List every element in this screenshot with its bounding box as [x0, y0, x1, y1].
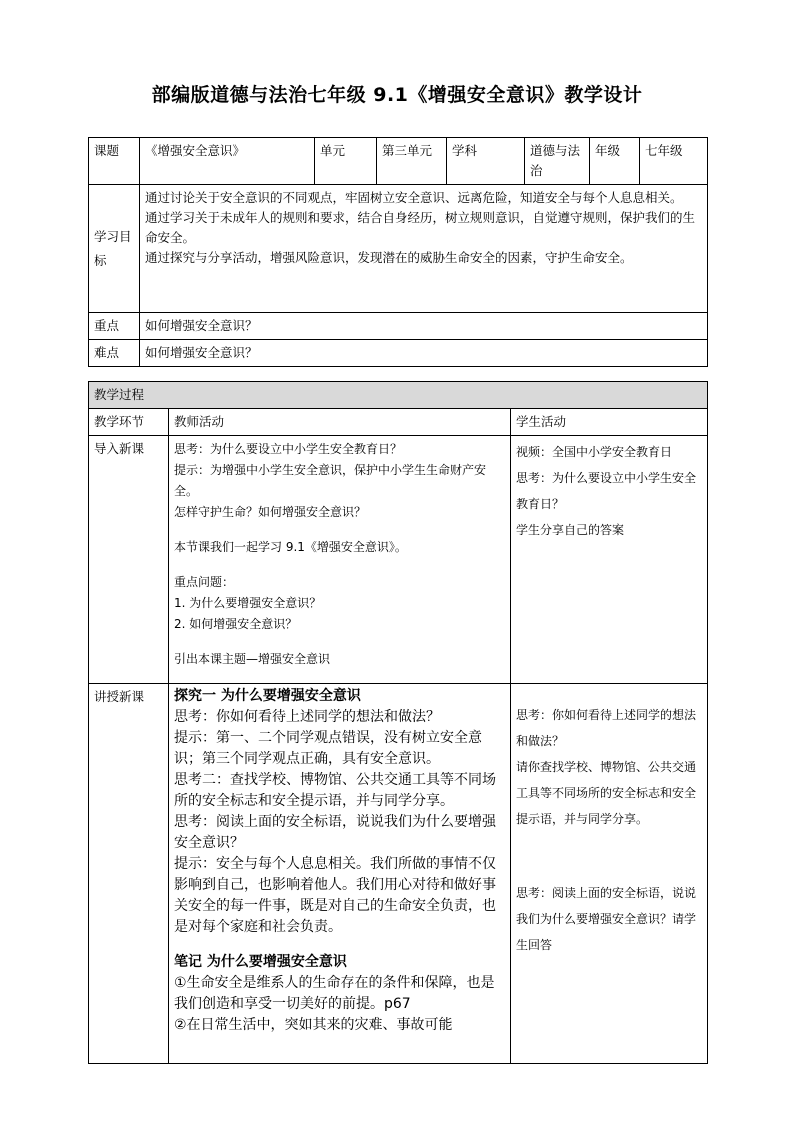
text-line: 提示：安全与每个人息息相关。我们所做的事情不仅影响到自己，也影响着他人。我们用心对待和做好事关安全的每一件事，既是对自己的生命安全负责，也是对每个家庭和社会负责。	[174, 856, 496, 935]
goal-item: 通过探究与分享活动，增强风险意识，发现潜在的威胁生命安全的因素，守护生命安全。	[145, 250, 633, 265]
topic-label: 课题	[89, 138, 140, 185]
difficulty: 如何增强安全意识？	[140, 340, 708, 367]
text-line: 思考：为什么要设立中小学生安全教育日？	[174, 442, 403, 456]
text-line: 提示：为增强中小学生安全意识，保护中小学生生命财产安全。	[174, 463, 487, 498]
text-line: 视频：全国中小学安全教育日	[516, 445, 673, 459]
subject-label: 学科	[447, 138, 525, 185]
notes-heading: 笔记 为什么要增强安全意识	[174, 954, 347, 970]
section-heading: 探究一 为什么要增强安全意识	[174, 688, 361, 704]
process-header: 教学过程	[89, 382, 708, 409]
lecture-stage: 讲授新课	[89, 684, 169, 1064]
text-line: 怎样守护生命？如何增强安全意识？	[174, 505, 367, 519]
lecture-teacher	[169, 684, 511, 1064]
goal-item: 通过讨论关于安全意识的不同观点，牢固树立安全意识、远离危险，知道安全与每个人息息相关。	[145, 190, 683, 205]
topic-value: 《增强安全意识》	[140, 138, 315, 185]
text-line: 思考：阅读上面的安全标语，说说我们为什么要增强安全意识？请学生回答	[516, 886, 697, 952]
lesson-info-table	[88, 137, 708, 367]
text-line: ②在日常生活中，突如其来的灾难、事故可能	[174, 1017, 453, 1033]
col-teacher: 教师活动	[169, 409, 511, 436]
text-line: 思考：你如何看待上述同学的想法和做法？	[174, 709, 440, 725]
subject-value: 道德与法治	[525, 138, 590, 185]
learning-goals-label: 学习目标	[89, 185, 140, 313]
difficulty-label: 难点	[89, 340, 140, 367]
spacer	[174, 938, 505, 952]
text-line: 引出本课主题—增强安全意识	[174, 652, 331, 666]
text-line: 请你查找学校、博物馆、公共交通工具等不同场所的安全标志和安全提示语，并与同学分享。	[516, 760, 697, 826]
intro-teacher	[169, 436, 511, 684]
spacer	[174, 523, 505, 537]
grade-label: 年级	[590, 138, 640, 185]
text-line: 重点问题：	[174, 575, 235, 589]
intro-student	[511, 436, 708, 684]
col-student: 学生活动	[511, 409, 708, 436]
text-line: 2. 如何增强安全意识？	[174, 617, 298, 631]
spacer	[174, 635, 505, 649]
text-line: 1. 为什么要增强安全意识？	[174, 596, 322, 610]
teaching-process-table	[88, 381, 708, 1064]
text-line: 本节课我们一起学习 9.1《增强安全意识》。	[174, 540, 407, 554]
lecture-student	[511, 684, 708, 1064]
text-line: 提示：第一、二个同学观点错误，没有树立安全意识；第三个同学观点正确，具有安全意识。	[174, 730, 482, 767]
unit-label: 单元	[315, 138, 377, 185]
key-point-label: 重点	[89, 313, 140, 340]
text-line: 学生分享自己的答案	[516, 523, 625, 537]
text-line: 思考：你如何看待上述同学的想法和做法？	[516, 708, 697, 748]
intro-stage: 导入新课	[89, 436, 169, 684]
unit-value: 第三单元	[377, 138, 447, 185]
key-point: 如何增强安全意识？	[140, 313, 708, 340]
goal-item: 通过学习关于未成年人的规则和要求，结合自身经历，树立规则意识，自觉遵守规则，保护我们的生命安全。	[145, 210, 696, 245]
text-line: 思考：阅读上面的安全标语，说说我们为什么要增强安全意识？	[174, 814, 496, 851]
grade-value: 七年级	[640, 138, 708, 185]
page-title: 部编版道德与法治七年级 9.1《增强安全意识》教学设计	[151, 84, 643, 106]
text-line: 思考：为什么要设立中小学生安全教育日？	[516, 471, 697, 511]
spacer	[174, 558, 505, 572]
col-stage: 教学环节	[89, 409, 169, 436]
learning-goals	[140, 185, 708, 313]
text-line: 思考二：查找学校、博物馆、公共交通工具等不同场所的安全标志和安全提示语，并与同学分享。	[174, 772, 496, 809]
text-line: ①生命安全是维系人的生命存在的条件和保障，也是我们创造和享受一切美好的前提。p67	[174, 975, 495, 1012]
